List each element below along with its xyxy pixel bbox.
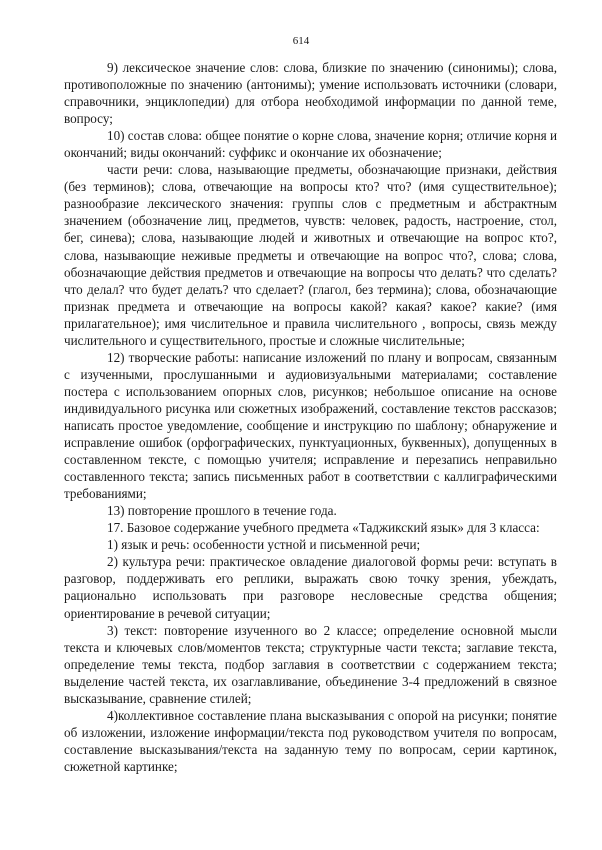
paragraph-parts-of-speech: части речи: слова, называющие предметы, обозначающие признаки, действия (без терминов); слова, отвечающие на вопросы кто? что? (имя существительное); разнообразие лексического значения: группы слов с предметным и абстрактным значением (обозначение лиц, предметов, чувств: человек, радость, настроение, стол, бег, синева); слова, называющие людей и животных и отвечающие на вопрос кто?, слова, называющие неживые предметы и отвечающие на вопрос что?, слова; слова, обозначающие действия предметов и отвечающие на вопросы что делать? что сделать? что делал? что будет делать? что сделает? (глагол, без термина); слова, обозначающие признак предмета и отвечающие на вопросы какой? какая? какое? какие? (имя прилагательное); имя числительное и правила числительного , вопросы, связь между числительного и существительного, простые и сложные числительные; — [64, 162, 557, 348]
body-text — [64, 59, 557, 775]
paragraph-item-10-word-composition: 10) состав слова: общее понятие о корне слова, значение корня; отличие корня и окончаний; виды окончаний: суффикс и окончание их обозначение; — [64, 128, 557, 161]
paragraph-item-1-language-speech: 1) язык и речь: особенности устной и письменной речи; — [107, 537, 421, 553]
paragraph-item-9-lexical-meaning: 9) лексическое значение слов: слова, близкие по значению (синонимы); слова, противоположные по значению (антонимы); умение использовать источники (словари, справочники, энциклопедии) для отбора необходимой информации по данной теме, вопросу; — [64, 60, 557, 127]
paragraph-item-3-text: 3) текст: повторение изученного во 2 классе; определение основной мысли текста и ключевых слов/моментов текста; структурные части текста; заглавие текста, определение темы текста, подбор заглавия в соответствии с содержанием текста; выделение частей текста, их озаглавливание, объединение 3-4 предложений в связное высказывание, сравнение стилей; — [64, 622, 557, 706]
page-number: 614 — [292, 35, 310, 47]
paragraph-item-13-review: 13) повторение прошлого в течение года. — [107, 503, 337, 519]
section-heading-17: 17. Базовое содержание учебного предмета «Таджикский язык» для 3 класса: — [107, 520, 540, 536]
paragraph-item-12-creative-work: 12) творческие работы: написание изложений по плану и вопросам, связанным с изученными, прослушанными и аудиовизуальными материалами; составление постера с использованием опорных слов, рисунков; небольшое описание на основе индивидуального рисунка или сюжетных изображений, составление текстов рассказов; написать простое уведомление, сообщение и инструкцию по шаблону; обнаружение и исправление ошибок (орфографических, пунктуационных, буквенных), допущенных в составленном тексте, с помощью учителя; исправление и перезапись неправильно составленного текста; запись письменных работ в соответствии с каллиграфическими требованиями; — [64, 349, 557, 502]
paragraph-item-2-speech-culture: 2) культура речи: практическое овладение диалоговой формы речи: вступать в разговор, поддерживать его реплики, выражать свою точку зрения, убеждать, рационально использовать при разговоре несловесные средства общения; ориентирование в речевой ситуации; — [64, 554, 557, 621]
paragraph-item-4-collective-plan: 4)коллективное составление плана высказывания с опорой на рисунки; понятие об изложении, изложение информации/текста под руководством учителя по вопросам, составление высказывания/текста на заданную тему по вопросам, серии картинок, сюжетной картинке; — [64, 707, 557, 774]
